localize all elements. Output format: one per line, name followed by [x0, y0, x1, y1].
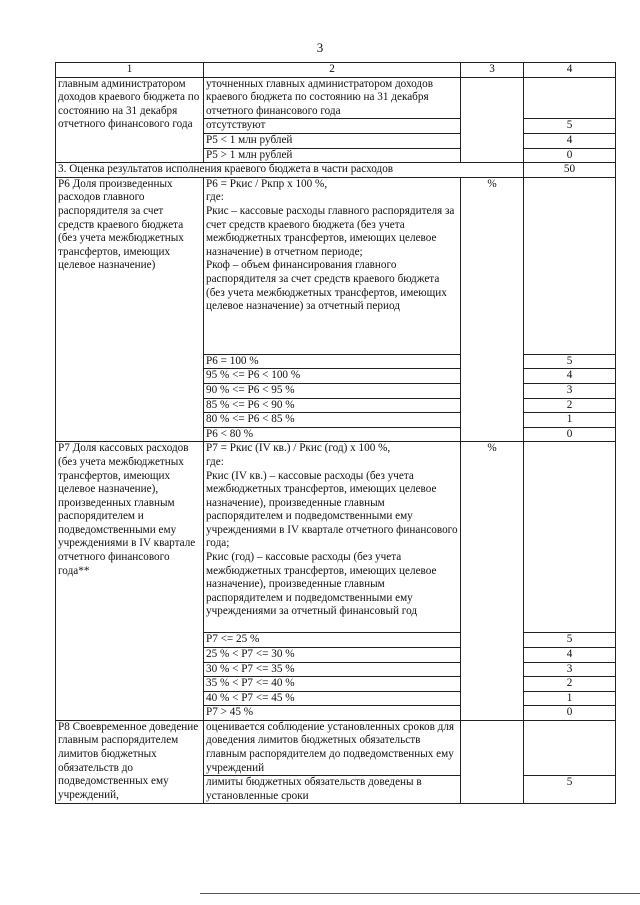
header-col-3: 3 [461, 63, 524, 78]
p7-option-score: 1 [524, 691, 616, 706]
p7-option-score: 5 [524, 633, 616, 648]
p8-unit-cell [461, 720, 524, 804]
section-row [56, 163, 616, 178]
p7-option-label: 35 % < P7 <= 40 % [204, 677, 461, 692]
p8-score-empty [524, 720, 616, 775]
p7-option-label: P7 > 45 % [204, 706, 461, 721]
p8-name-cell: P8 Своевременное доведение главным распорядителем лимитов бюджетных обязательств до подведомственных ему учреждений, [56, 720, 204, 804]
p5-option-label: отсутствуют [204, 119, 461, 134]
p5-option-score: 0 [524, 148, 616, 163]
header-col-1: 1 [56, 63, 204, 78]
p8-option-label: лимиты бюджетных обязательств доведены в установленные сроки [204, 776, 461, 804]
section-3-score: 50 [524, 163, 616, 178]
p6-option-label: 90 % <= P6 < 95 % [204, 383, 461, 398]
p7-option-score: 3 [524, 662, 616, 677]
p6-definition-1: Pкис – кассовые расходы главного распорядителя за счет средств краевого бюджета (без учета межбюджетных трансфертов, имеющих целевое назначение) в отчетном периоде; [206, 204, 455, 258]
p7-option-label: 30 % < P7 <= 35 % [204, 662, 461, 677]
table-row [56, 177, 616, 354]
p6-where: где: [206, 191, 224, 204]
p5-name-cell: главным администратором доходов краевого бюджета по состоянию на 31 декабря отчетного финансового года [56, 77, 204, 163]
p5-unit-cell [461, 77, 524, 163]
p7-option-label: P7 <= 25 % [204, 633, 461, 648]
p7-option-label: 25 % < P7 <= 30 % [204, 647, 461, 662]
table-row [56, 720, 616, 775]
p8-option-score: 5 [524, 776, 616, 804]
p6-option-score: 4 [524, 369, 616, 384]
p5-description-cell: уточненных главных администратором доходов краевого бюджета по состоянию на 31 декабря отчетного финансового года [204, 77, 461, 119]
table-row [56, 77, 616, 119]
p6-option-label: 95 % <= P6 < 100 % [204, 369, 461, 384]
header-col-2: 2 [204, 63, 461, 78]
p8-description-cell: оценивается соблюдение установленных сроков для доведения лимитов бюджетных обязательств главным распорядителем до подведомственных ему учреждений [204, 720, 461, 775]
p7-option-score: 2 [524, 677, 616, 692]
header-col-4: 4 [524, 63, 616, 78]
p6-definition-2: Pкоф – объем финансирования главного распорядителя за счет средств краевого бюджета (без учета межбюджетных трансфертов, имеющих целевое назначение) за отчетный период [206, 259, 447, 313]
p6-option-label: 80 % <= P6 < 85 % [204, 413, 461, 428]
p6-name-cell: P6 Доля произведенных расходов главного распорядителя за счет средств краевого бюджета (без учета межбюджетных трансфертов, имеющих целевое назначение) [56, 177, 204, 442]
p6-option-score: 5 [524, 354, 616, 369]
p7-where: где: [206, 455, 224, 468]
table-row [56, 442, 616, 633]
p5-option-label: P5 > 1 млн рублей [204, 148, 461, 163]
p6-formula-cell [204, 177, 461, 354]
p7-formula-cell [204, 442, 461, 633]
p6-option-label: P6 = 100 % [204, 354, 461, 369]
p6-option-score: 2 [524, 398, 616, 413]
p6-option-label: P6 < 80 % [204, 427, 461, 442]
p5-option-label: P5 < 1 млн рублей [204, 133, 461, 148]
p6-unit: % [461, 177, 524, 442]
criteria-table [55, 62, 616, 804]
p6-score-empty [524, 177, 616, 354]
p5-option-score: 4 [524, 133, 616, 148]
p7-option-score: 4 [524, 647, 616, 662]
p6-formula: P6 = Pкис / Pкпр x 100 %, [206, 177, 328, 190]
p7-score-empty [524, 442, 616, 633]
scan-edge-line [200, 893, 640, 894]
p6-option-score: 0 [524, 427, 616, 442]
p5-score-empty [524, 77, 616, 119]
section-3-label: 3. Оценка результатов исполнения краевого бюджета в части расходов [56, 163, 524, 178]
p5-option-score: 5 [524, 119, 616, 134]
p6-option-score: 1 [524, 413, 616, 428]
p7-definition-1: Pкис (IV кв.) – кассовые расходы (без учета межбюджетных трансфертов, имеющих целевое назначение), произведенные главным распорядителем и подведомственными ему учреждениями в IV квартале отчетного финансового года; [206, 469, 458, 550]
p7-option-score: 0 [524, 706, 616, 721]
p6-option-score: 3 [524, 383, 616, 398]
p7-name-cell: P7 Доля кассовых расходов (без учета межбюджетных трансфертов, имеющих целевое назначение), произведенных главным распорядителем и подведомственными ему учреждениями в IV квартале отчетного финансового года** [56, 442, 204, 721]
table-header-row [56, 63, 616, 78]
p7-definition-2: Pкис (год) – кассовые расходы (без учета межбюджетных трансфертов, имеющих целевое назначение), произведенные главным распорядителем и подведомственными ему учреждениями за отчетный финансовый год [206, 551, 437, 618]
p6-option-label: 85 % <= P6 < 90 % [204, 398, 461, 413]
p7-unit: % [461, 442, 524, 721]
p7-option-label: 40 % < P7 <= 45 % [204, 691, 461, 706]
p7-formula: P7 = Pкис (IV кв.) / Pкис (год) x 100 %, [206, 442, 391, 455]
page-number: 3 [316, 40, 324, 55]
